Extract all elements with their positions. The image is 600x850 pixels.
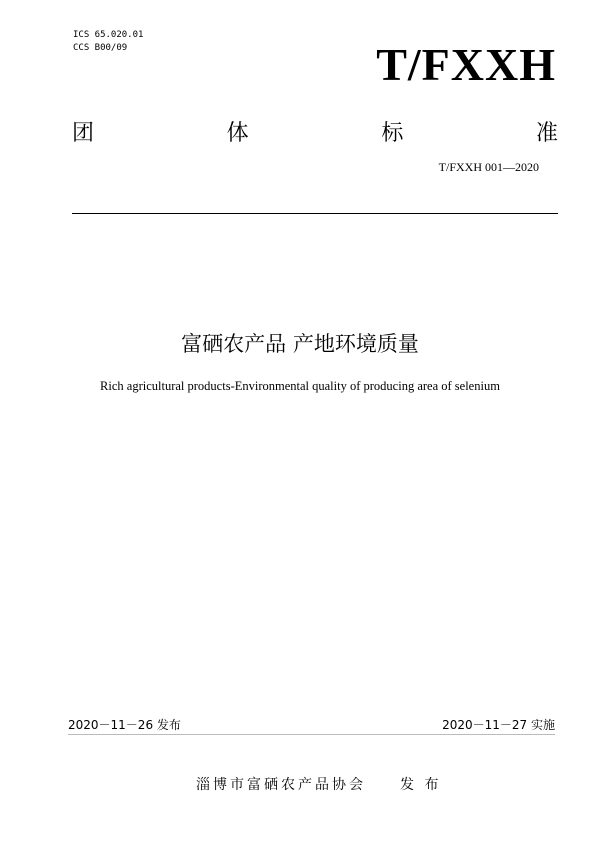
publish-date: 2020－11－26 发布 [68,718,181,732]
standard-logo: T/FXXH [376,39,556,90]
standard-type-char: 标 [381,121,404,146]
header-divider [72,213,558,214]
document-title: 富硒农产品 产地环境质量 [181,332,419,356]
publisher-line [196,774,441,794]
document-title-english: Rich agricultural products-Environmental quality of producing area of selenium [100,379,500,393]
standard-type-char: 团 [72,121,95,146]
standard-number: T/FXXH 001—2020 [438,160,539,174]
standard-type-char: 体 [226,121,249,146]
ccs-code: CCS B00/09 [73,43,128,53]
footer-divider [68,734,555,735]
implement-date: 2020－11－27 实施 [442,718,555,732]
publisher-name: 淄博市富硒农产品协会 [196,777,366,793]
classification-codes [73,29,143,55]
ics-code: ICS 65.020.01 [73,30,144,40]
standard-type [72,116,558,147]
publish-label: 发 布 [400,777,442,793]
standard-type-char: 准 [535,121,558,146]
